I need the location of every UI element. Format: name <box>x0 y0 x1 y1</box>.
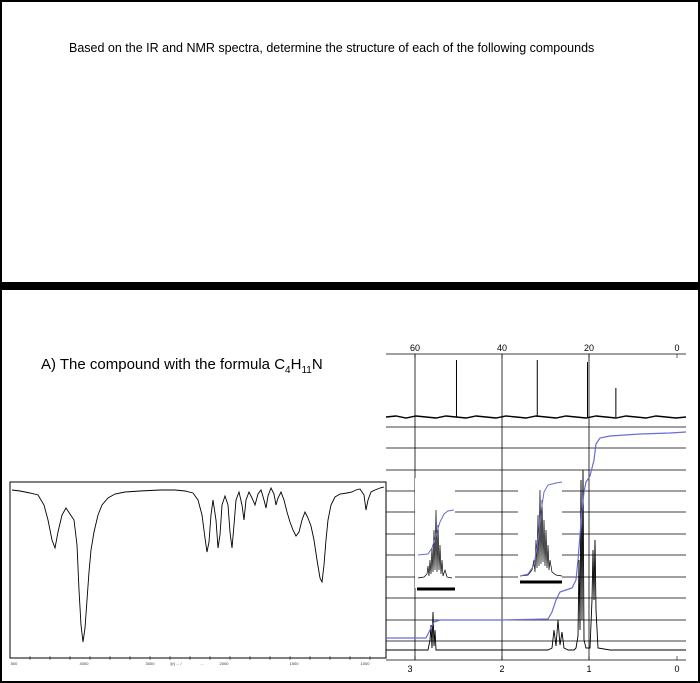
h1-axis-ticks <box>415 656 677 660</box>
c13-tick-40: 40 <box>496 343 508 353</box>
c13-tick-20: 20 <box>583 343 595 353</box>
ir-tick-1500: 2000 <box>219 661 229 666</box>
ir-tick-1000: 1500 <box>289 661 299 666</box>
formula-carbon-count: 4 <box>285 365 291 376</box>
c13-peaks <box>456 360 615 417</box>
c13-spectrum <box>386 343 686 418</box>
c13-tick-60: 60 <box>409 343 421 353</box>
ir-tick-3000: 3000 <box>145 661 155 666</box>
h1-inset-left <box>415 478 455 588</box>
ir-tick-start: 500 <box>10 661 18 666</box>
formula-hydrogen: H <box>290 356 302 373</box>
c13-axis-ticks <box>415 354 677 358</box>
h1-tick-0: 0 <box>674 664 680 674</box>
ir-spectrum <box>10 482 386 666</box>
h1-tick-2: 2 <box>499 664 505 674</box>
instruction-text: Based on the IR and NMR spectra, determine the structure of each of the following compounds <box>69 41 595 55</box>
h1-tick-1: 1 <box>586 664 592 674</box>
c13-tick-0: 0 <box>674 343 680 353</box>
ir-tick-500: 1000 <box>360 661 370 666</box>
ir-trace <box>12 487 384 642</box>
part-label: A) The compound with the formula <box>41 356 275 373</box>
ir-tick-4000: 4000 <box>79 661 89 666</box>
ir-annotation-1: [ir] ... / <box>170 661 182 666</box>
h1-tick-3: 3 <box>407 664 413 674</box>
formula-hydrogen-count: 11 <box>301 365 312 376</box>
formula-nitrogen: N <box>311 356 323 373</box>
formula-carbon: C <box>274 356 286 373</box>
h1-spectrum <box>386 354 686 674</box>
ir-annotation-2: ... <box>200 661 204 666</box>
c13-baseline <box>386 416 686 418</box>
